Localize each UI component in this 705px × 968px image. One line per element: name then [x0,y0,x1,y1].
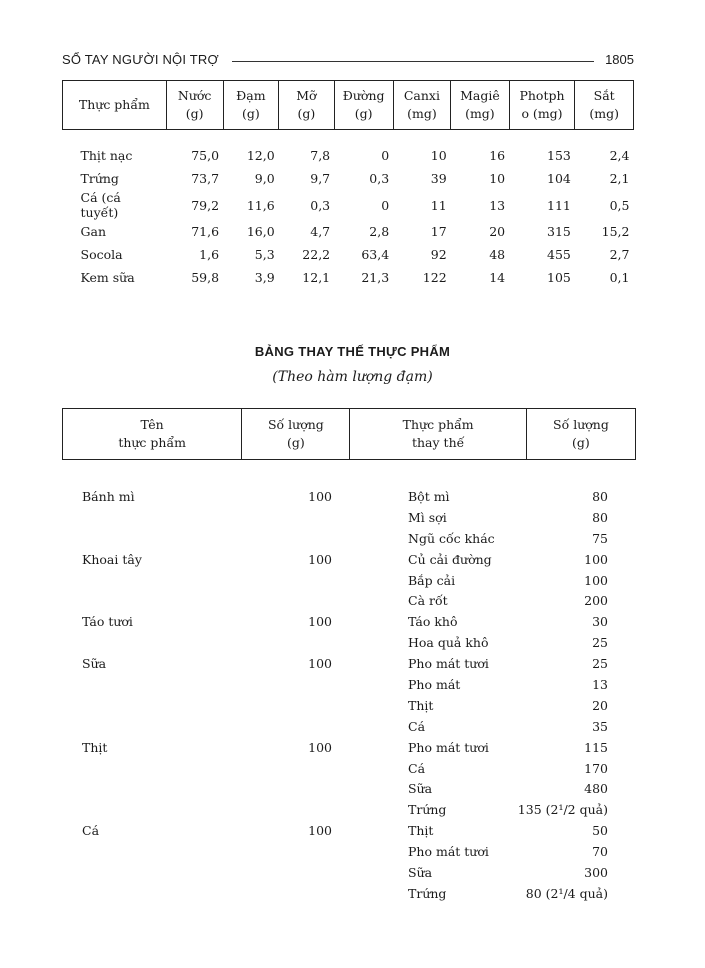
table-cell: 0,1 [609,270,630,285]
table-cell: Bánh mì [82,488,135,504]
table-row [63,243,634,266]
table-cell: Trứng [408,802,447,818]
table-row [63,144,634,167]
table-cell: 75 [592,530,608,546]
table-cell: 16 [489,148,506,163]
table-cell: 115 [584,739,608,755]
table-cell: 4,7 [310,224,331,239]
substitution-subtitle: (Theo hàm lượng đạm) [272,369,433,385]
table-row [62,841,636,862]
table-cell: 13 [592,676,608,692]
table-cell: 20 [489,224,506,239]
table-cell [272,674,332,695]
table-cell: 50 [592,823,608,839]
page-number: 1805 [605,52,634,67]
table-cell: 30 [592,614,608,630]
table-cell: 100 [308,739,332,755]
table-cell: Táo tươi [82,614,133,630]
table-cell: 100 [308,656,332,672]
table-cell: 92 [430,247,447,262]
nutrition-table-header [63,81,634,130]
column-header: Nước (g) [166,81,223,130]
table-cell: 16,0 [246,224,275,239]
table-cell: 25 [592,635,608,651]
table-cell: Cá (cá tuyết) [80,190,121,220]
table-cell: 79,2 [191,197,220,213]
table-cell [62,883,272,904]
table-cell: 135 (2¹/2 quả) [517,802,608,818]
table-cell: 17 [430,224,447,239]
table-row [62,778,636,799]
table-cell: Thịt nạc [80,148,133,163]
substitution-table-header [62,408,636,460]
table-cell: Pho mát tươi [408,739,489,755]
table-cell: 9,7 [310,171,331,186]
table-cell [62,570,272,591]
table-cell: Sữa [408,864,433,880]
column-header: Số lượng (g) [526,409,635,460]
table-row [62,799,636,820]
substitution-table [62,486,636,904]
table-cell: 0,3 [369,171,390,186]
table-row [63,190,634,220]
table-cell: 80 [592,509,608,525]
table-cell: 100 [584,551,608,567]
column-header: Sắt (mg) [575,81,634,130]
running-title: SỔ TAY NGƯỜI NỘI TRỢ [62,52,219,67]
table-cell: 35 [592,718,608,734]
table-cell: 100 [308,551,332,567]
table-cell [272,778,332,799]
header-rule [232,61,594,62]
table-cell: 153 [547,148,571,163]
table-cell [62,716,272,737]
table-row [62,674,636,695]
column-header: Thực phẩm thay thế [350,409,526,460]
table-cell: 5,3 [254,247,275,262]
table-cell: Thịt [408,823,434,839]
table-cell: 455 [547,247,571,262]
table-cell [272,590,332,611]
nutrition-table [62,80,634,289]
table-cell [62,695,272,716]
table-cell [272,632,332,653]
table-cell: Bắp cải [408,572,456,588]
table-cell: 59,8 [191,270,220,285]
table-row [62,507,636,528]
table-cell [62,778,272,799]
table-cell: 12,0 [246,148,275,163]
table-cell [272,799,332,820]
table-cell: Kem sữa [80,270,135,285]
table-cell [62,841,272,862]
table-cell: 63,4 [361,247,390,262]
table-cell: 71,6 [191,224,220,239]
table-cell: Bột mì [408,488,450,504]
table-cell: Trứng [80,171,119,186]
table-cell: 15,2 [601,224,630,239]
table-cell [62,799,272,820]
table-cell [62,862,272,883]
table-cell [62,507,272,528]
table-cell: Ngũ cốc khác [408,530,495,546]
table-cell: Hoa quả khô [408,635,489,651]
table-cell: 14 [489,270,506,285]
table-row [62,653,636,674]
table-cell [62,758,272,779]
table-cell: Trứng [408,885,447,901]
table-cell: Socola [80,247,123,262]
table-cell [272,570,332,591]
table-cell: 25 [592,656,608,672]
table-row [62,716,636,737]
table-cell: 100 [308,614,332,630]
table-row [62,632,636,653]
table-cell: 480 [584,781,608,797]
table-cell: Sữa [408,781,433,797]
table-row [62,737,636,758]
table-row [62,528,636,549]
table-cell: 20 [592,697,608,713]
table-cell: Mì sợi [408,509,447,525]
table-cell: Sữa [82,656,107,672]
table-cell: 2,4 [609,148,630,163]
column-header: Tên thực phẩm [63,409,242,460]
table-cell [272,841,332,862]
table-cell: 1,6 [199,247,220,262]
table-cell: 73,7 [191,171,220,186]
table-cell: 80 [592,488,608,504]
table-cell: Cà rốt [408,593,448,609]
table-cell: Pho mát [408,676,461,692]
table-cell [272,862,332,883]
column-header: Magiê (mg) [451,81,509,130]
table-cell: 10 [430,148,447,163]
table-cell: 10 [489,171,506,186]
table-cell: Gan [80,224,106,239]
table-cell: 11 [430,197,447,213]
table-cell [272,695,332,716]
table-cell: Pho mát tươi [408,656,489,672]
table-cell: 105 [547,270,571,285]
table-cell: Cá [408,760,426,776]
table-cell: 100 [584,572,608,588]
table-cell: 9,0 [254,171,275,186]
table-cell: 200 [584,593,608,609]
table-cell [272,716,332,737]
table-cell [62,590,272,611]
table-cell [272,507,332,528]
table-cell: 0 [381,197,390,213]
column-header: Mỡ (g) [279,81,334,130]
table-row [62,611,636,632]
table-cell: 100 [308,823,332,839]
table-cell: 75,0 [191,148,220,163]
column-header: Số lượng (g) [242,409,350,460]
table-cell: 7,8 [310,148,331,163]
table-cell: 300 [584,864,608,880]
table-row [62,862,636,883]
table-cell [62,674,272,695]
table-cell [272,528,332,549]
table-row [62,570,636,591]
table-row [63,266,634,289]
table-row [62,758,636,779]
column-header: Đường (g) [334,81,393,130]
table-cell: 315 [547,224,571,239]
table-cell: Thịt [408,697,434,713]
table-cell: 122 [422,270,447,285]
table-row [62,883,636,904]
table-cell [62,632,272,653]
table-cell: Khoai tây [82,551,142,567]
table-cell: Thịt [82,739,108,755]
running-header [62,52,634,70]
table-cell: 48 [489,247,506,262]
column-header: Photph o (mg) [509,81,575,130]
table-cell: Táo khô [408,614,458,630]
table-cell: 3,9 [254,270,275,285]
table-cell: 21,3 [361,270,390,285]
table-cell: 12,1 [302,270,331,285]
table-cell: 0,3 [310,197,331,213]
table-cell: Cá [408,718,426,734]
table-cell [272,758,332,779]
column-header: Canxi (mg) [393,81,450,130]
table-cell: 39 [430,171,447,186]
table-cell: 104 [547,171,571,186]
table-cell: 11,6 [246,197,275,213]
table-cell: 22,2 [302,247,331,262]
table-cell [272,883,332,904]
table-row [63,220,634,243]
table-row [62,590,636,611]
table-row [62,486,636,507]
table-row [63,167,634,190]
table-cell: 170 [584,760,608,776]
table-cell: 80 (2¹/4 quả) [525,885,608,901]
table-row [62,820,636,841]
table-cell [62,528,272,549]
table-cell: Cá [82,823,100,839]
table-cell: 2,8 [369,224,390,239]
column-header: Thực phẩm [63,81,167,130]
table-cell: 100 [308,488,332,504]
table-cell: 2,1 [609,171,630,186]
substitution-title: BẢNG THAY THẾ THỰC PHẨM [254,344,451,359]
table-cell: 111 [547,197,571,213]
table-cell: 0,5 [609,197,630,213]
table-cell: Pho mát tươi [408,844,489,860]
column-header: Đạm (g) [223,81,279,130]
table-cell: 2,7 [609,247,630,262]
table-cell: Củ cải đường [408,551,492,567]
table-row [62,695,636,716]
table-cell: 13 [489,197,506,213]
table-cell: 0 [381,148,390,163]
table-cell: 70 [592,844,608,860]
table-row [62,549,636,570]
